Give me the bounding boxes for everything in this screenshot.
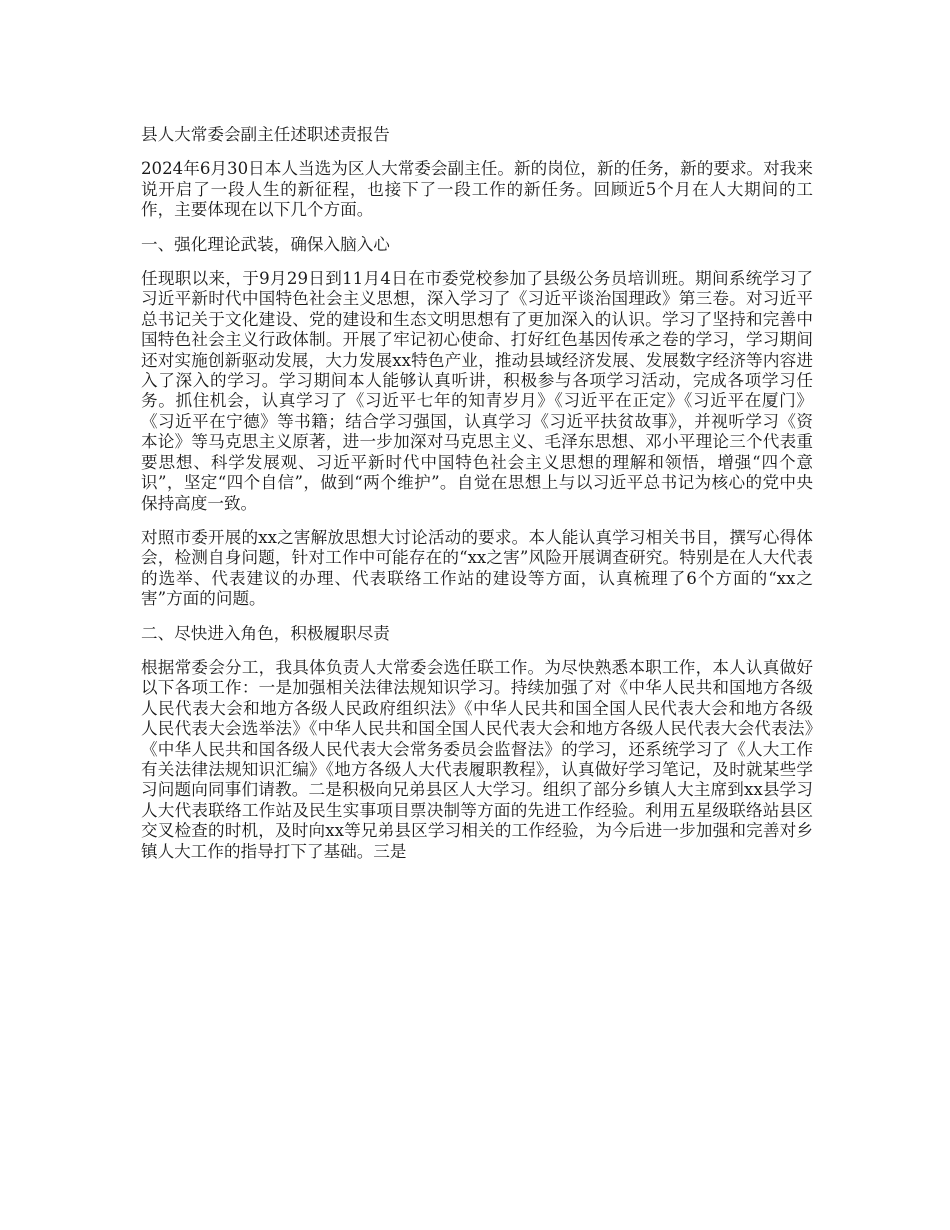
document-body — [141, 125, 813, 876]
section-heading-1: 一、强化理论武装，确保入脑入心 — [141, 234, 390, 254]
section-heading-2: 二、尽快进入角色，积极履职尽责 — [141, 623, 390, 643]
paragraph-discussion-activity: 对照市委开展的xx之害解放思想大讨论活动的要求。本人能认真学习相关书目，撰写心得体会，检测自身问题，针对工作中可能存在的“xx之害”风险开展调查研究。特别是在人大代表的选举、代表建议的办理、代表联络工作站的建设等方面，认真梳理了6个方面的“xx之害”方面的问题。 — [141, 527, 813, 609]
paragraph-intro: 2024年6月30日本人当选为区人大常委会副主任。新的岗位，新的任务，新的要求。对我来说开启了一段人生的新征程，也接下了一段工作的新任务。回顾近5个月在人大期间的工作，主要体现在以下几个方面。 — [141, 159, 813, 220]
document-title: 县人大常委会副主任述职述责报告 — [141, 125, 390, 144]
paragraph-duties: 根据常委会分工，我具体负责人大常委会选任联工作。为尽快熟悉本职工作，本人认真做好以下各项工作：一是加强相关法律法规知识学习。持续加强了对《中华人民共和国地方各级人民代表大会和地方各级人民政府组织法》《中华人民共和国全国人民代表大会和地方各级人民代表大会选举法》《中华人民共和国全国人民代表大会和地方各级人民代表大会代表法》《中华人民共和国各级人民代表大会常务委员会监督法》的学习，还系统学习了《人大工作有关法律法规知识汇编》《地方各级人大代表履职教程》，认真做好学习笔记，及时就某些学习问题向同事们请教。二是积极向兄弟县区人大学习。组织了部分乡镇人大主席到xx县学习人大代表联络工作站及民生实事项目票决制等方面的先进工作经验。利用五星级联络站县区交叉检查的时机，及时向xx等兄弟县区学习相关的工作经验，为今后进一步加强和完善对乡镇人大工作的指导打下了基础。三是 — [141, 657, 813, 861]
paragraph-theory-study: 任现职以来，于9月29日到11月4日在市委党校参加了县级公务员培训班。期间系统学习了习近平新时代中国特色社会主义思想，深入学习了《习近平谈治国理政》第三卷。对习近平总书记关于文化建设、党的建设和生态文明思想有了更加深入的认识。学习了坚持和完善中国特色社会主义行政体制。开展了牢记初心使命、打好红色基因传承之卷的学习，学习期间还对实施创新驱动发展，大力发展xx特色产业，推动县域经济发展、发展数字经济等内容进入了深入的学习。学习期间本人能够认真听讲，积极参与各项学习活动，完成各项学习任务。抓住机会，认真学习了《习近平七年的知青岁月》《习近平在正定》《习近平在厦门》《习近平在宁德》等书籍；结合学习强国，认真学习《习近平扶贫故事》，并视听学习《资本论》等马克思主义原著，进一步加深对马克思主义、毛泽东思想、邓小平理论三个代表重要思想、科学发展观、习近平新时代中国特色社会主义思想的理解和领悟，增强“四个意识”，坚定“四个自信”，做到“两个维护”。自觉在思想上与以习近平总书记为核心的党中央保持高度一致。 — [141, 269, 813, 513]
